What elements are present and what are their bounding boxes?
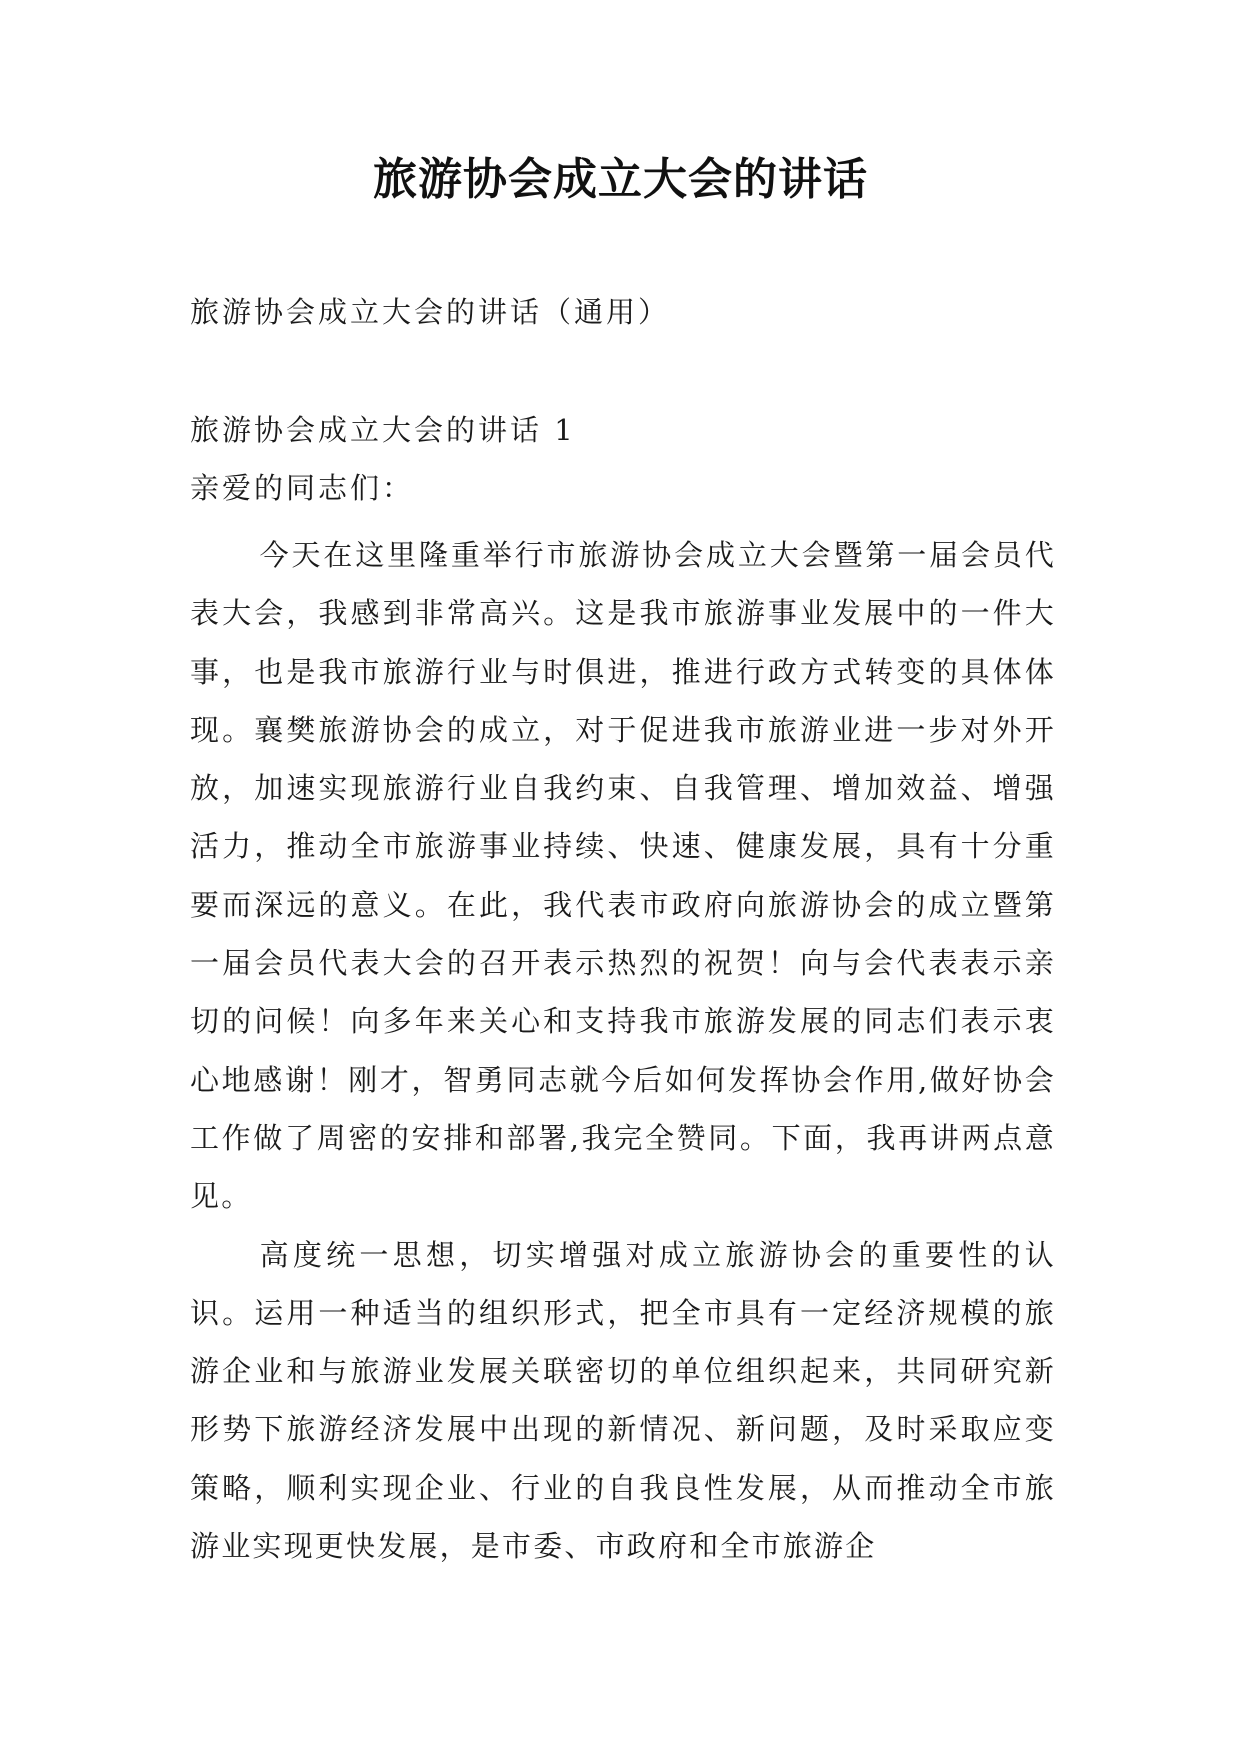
body-paragraph-2: 高度统一思想，切实增强对成立旅游协会的重要性的认识。运用一种适当的组织形式，把全市具有一定经济规模的旅游企业和与旅游业发展关联密切的单位组织起来，共同研究新形势下旅游经济发展中出现的新情况、新问题，及时采取应变策略，顺利实现企业、行业的自我良性发展，从而推动全市旅游业实现更快发展，是市委、市政府和全市旅游企	[190, 1237, 1056, 1564]
section-heading: 旅游协会成立大会的讲话 1	[190, 413, 576, 447]
body-paragraph-1: 今天在这里隆重举行市旅游协会成立大会暨第一届会员代表大会，我感到非常高兴。这是我市旅游事业发展中的一件大事，也是我市旅游行业与时俱进，推进行政方式转变的具体体现。襄樊旅游协会的成立，对于促进我市旅游业进一步对外开放，加速实现旅游行业自我约束、自我管理、增加效益、增强活力，推动全市旅游事业持续、快速、健康发展，具有十分重要而深远的意义。在此，我代表市政府向旅游协会的成立暨第一届会员代表大会的召开表示热烈的祝贺！向与会代表表示亲切的问候！向多年来关心和支持我市旅游发展的同志们表示衷心地感谢！刚才，智勇同志就今后如何发挥协会作用,做好协会工作做了周密的安排和部署,我完全赞同。下面，我再讲两点意见。	[190, 538, 1056, 1214]
greeting-line: 亲爱的同志们：	[190, 471, 415, 505]
document-subtitle: 旅游协会成立大会的讲话（通用）	[190, 295, 671, 329]
document-title: 旅游协会成立大会的讲话	[373, 154, 868, 205]
speech-body	[190, 526, 1056, 1575]
